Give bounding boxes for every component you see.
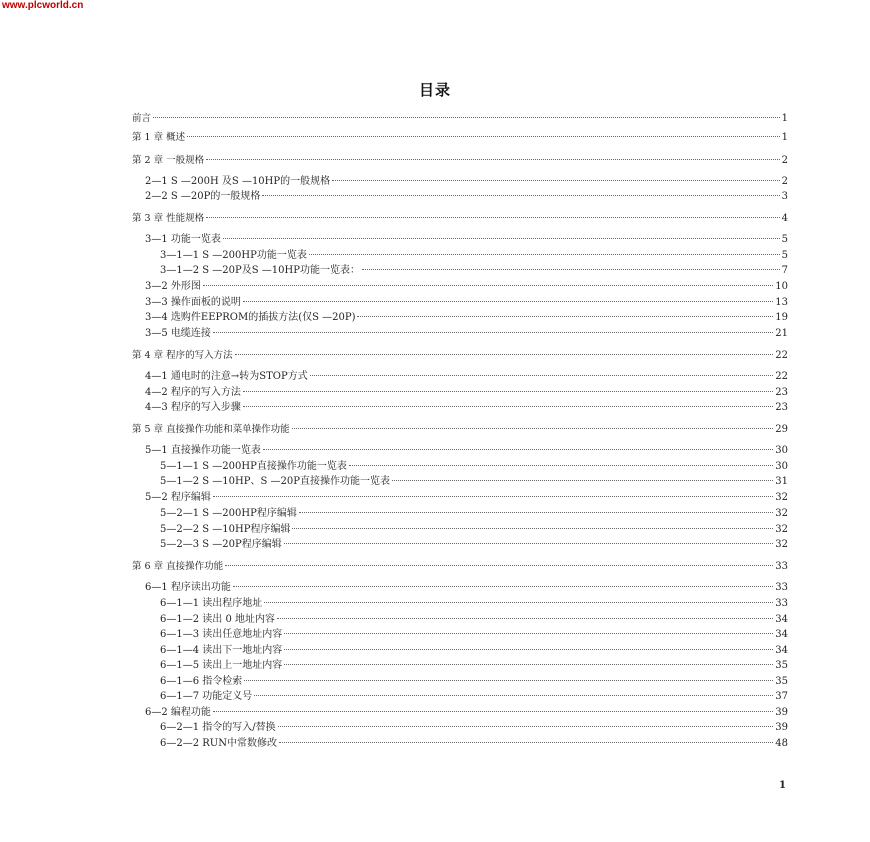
toc-entry-title: 3—1 功能一览表 [145,234,221,245]
toc-entry-page: 5 [781,250,788,261]
toc-entry [145,328,788,340]
toc-entry-title: 3—3 操作面板的说明 [145,297,241,308]
toc-entry-page: 22 [775,350,788,361]
toc-entry-page: 5 [781,234,788,245]
toc-entry [145,387,788,399]
toc-entry [145,312,788,324]
toc-entry [145,371,788,383]
toc-entry [160,476,788,488]
toc-entry [160,598,788,610]
toc-entry-title: 6—1—2 读出 0 地址内容 [160,614,275,625]
toc-entry-page: 32 [775,524,788,535]
toc-entry-page: 35 [775,660,788,671]
toc-entry-page: 10 [775,281,788,292]
toc-entry [160,645,788,657]
toc-entry-page: 33 [775,561,788,572]
toc-leader-dots [277,618,773,619]
toc-entry-page: 30 [775,461,788,472]
toc-entry-page: 22 [775,371,788,382]
toc-entry [160,738,788,750]
toc-entry [160,676,788,688]
toc-entry-page: 2 [781,155,788,166]
toc-leader-dots [278,726,774,727]
toc-entry-title: 3—1—1 S —200HP功能一览表 [160,250,307,261]
toc-entry-title: 3—4 选购件EEPROM的插拔方法(仅S —20P) [145,312,356,323]
toc-entry-page: 7 [781,265,788,276]
toc-leader-dots [362,269,780,270]
toc-entry-title: 第 4 章 程序的写入方法 [132,350,233,361]
toc-leader-dots [187,136,780,137]
toc-leader-dots [264,602,773,603]
toc-entry [160,539,788,551]
toc-entry [160,614,788,626]
toc-leader-dots [309,254,780,255]
toc-leader-dots [254,695,773,696]
toc-leader-dots [332,180,780,181]
toc-entry [145,445,788,457]
toc-entry-title: 5—2 程序编辑 [145,492,211,503]
toc-entry-title: 6—1—7 功能定义号 [160,691,253,702]
toc-entry-page: 23 [775,387,788,398]
toc-entry-title: 6—1—6 指令检索 [160,676,243,687]
toc-leader-dots [284,633,773,634]
toc-entry-page: 4 [781,213,788,224]
toc-entry-page: 1 [781,132,788,143]
toc-entry-page: 3 [781,191,788,202]
toc-entry [160,629,788,641]
toc-entry-page: 29 [775,424,788,435]
toc-entry-page: 37 [775,691,788,702]
toc-leader-dots [153,117,780,118]
toc-leader-dots [233,586,773,587]
toc-entry-page: 39 [775,707,788,718]
toc-leader-dots [206,217,780,218]
toc-entry-title: 3—2 外形图 [145,281,201,292]
toc-leader-dots [357,316,773,317]
toc-entry-page: 39 [775,722,788,733]
toc-entry-page: 30 [775,445,788,456]
toc-entry [160,722,788,734]
toc-entry-title: 第 3 章 性能规格 [132,213,205,224]
toc-entry [132,213,788,225]
toc-entry-title: 5—1 直接操作功能一览表 [145,445,261,456]
toc-entry-title: 2—2 S —20P的一般规格 [145,191,261,202]
toc-leader-dots [310,375,774,376]
toc-entry-page: 32 [775,539,788,550]
toc-leader-dots [284,664,773,665]
toc-entry [145,707,788,719]
toc-entry [132,155,788,167]
toc-entry-title: 4—3 程序的写入步骤 [145,402,241,413]
toc-entry-title: 第 6 章 直接操作功能 [132,561,224,572]
toc-leader-dots [262,195,779,196]
page-number: 1 [779,780,786,791]
toc-entry-title: 5—2—2 S —10HP程序编辑 [160,524,291,535]
toc-entry-title: 3—1—2 S —20P及S —10HP功能一览表： [160,265,360,276]
toc-entry [145,176,788,188]
toc-leader-dots [223,238,780,239]
toc-entry-page: 2 [781,176,788,187]
toc-leader-dots [243,301,773,302]
toc-entry-page: 1 [781,113,788,124]
toc-leader-dots [213,496,773,497]
toc-entry-title: 5—1—1 S —200HP直接操作功能一览表 [160,461,347,472]
toc-entry-title: 6—2—2 RUN中常数修改 [160,738,277,749]
toc-entry-title: 4—2 程序的写入方法 [145,387,241,398]
toc-entry [145,402,788,414]
toc-entry [145,582,788,594]
toc-leader-dots [243,406,773,407]
toc-leader-dots [292,428,774,429]
toc-entry [145,234,788,246]
toc-entry-page: 32 [775,492,788,503]
toc-entry-page: 33 [775,582,788,593]
toc-leader-dots [349,465,773,466]
toc-entry-page: 48 [775,738,788,749]
page-title: 目录 [418,81,451,99]
toc-entry [160,250,788,262]
toc-entry-page: 35 [775,676,788,687]
toc-leader-dots [284,649,773,650]
toc-leader-dots [244,680,773,681]
toc-entry-title: 6—1—3 读出任意地址内容 [160,629,283,640]
toc-leader-dots [243,391,773,392]
toc-entry-title: 前言 [132,113,152,124]
toc-entry-title: 6—1—5 读出上一地址内容 [160,660,283,671]
toc-entry-title: 第 1 章 概述 [132,132,186,143]
toc-entry-page: 34 [775,614,788,625]
toc-entry [145,191,788,203]
toc-entry-page: 34 [775,629,788,640]
toc-entry-title: 5—1—2 S —10HP、S —20P直接操作功能一览表 [160,476,390,487]
toc-entry [132,113,788,125]
toc-entry-title: 6—1 程序读出功能 [145,582,231,593]
toc-leader-dots [213,711,773,712]
toc-entry-title: 5—2—1 S —200HP程序编辑 [160,508,297,519]
toc-entry-title: 6—2 编程功能 [145,707,211,718]
toc-entry-title: 第 5 章 直接操作功能和菜单操作功能 [132,424,290,435]
toc-entry-page: 19 [775,312,788,323]
toc-leader-dots [213,332,773,333]
toc-entry-title: 6—1—1 读出程序地址 [160,598,263,609]
toc-leader-dots [392,480,773,481]
toc-entry-title: 4—1 通电时的注意→转为STOP方式 [145,371,308,382]
toc-entry [160,265,788,277]
toc-entry-title: 2—1 S —200H 及S —10HP的一般规格 [145,176,331,187]
toc-entry-page: 32 [775,508,788,519]
toc-entry [132,561,788,573]
toc-entry [132,350,788,362]
toc-entry-title: 6—2—1 指令的写入/替换 [160,722,276,733]
toc-leader-dots [263,449,773,450]
toc-entry [160,461,788,473]
toc-leader-dots [206,159,780,160]
toc-entry-page: 33 [775,598,788,609]
toc-leader-dots [284,543,774,544]
toc-entry [145,281,788,293]
toc-entry-page: 13 [775,297,788,308]
toc-entry [160,691,788,703]
toc-leader-dots [292,528,773,529]
toc-entry-page: 23 [775,402,788,413]
toc-leader-dots [279,742,773,743]
toc-leader-dots [299,512,773,513]
toc-entry [145,492,788,504]
toc-entry [145,297,788,309]
toc-entry-page: 31 [775,476,788,487]
toc-entry [160,660,788,672]
toc-leader-dots [225,565,773,566]
toc-entry-title: 3—5 电缆连接 [145,328,211,339]
toc-entry-page: 21 [775,328,788,339]
toc-entry [132,132,788,144]
toc-entry-title: 第 2 章 一般规格 [132,155,205,166]
toc-entry [132,424,788,436]
toc-entry [160,524,788,536]
toc-leader-dots [235,354,774,355]
toc-leader-dots [203,285,773,286]
toc-entry-page: 34 [775,645,788,656]
toc-entry-title: 5—2—3 S —20P程序编辑 [160,539,282,550]
toc-entry-title: 6—1—4 读出下一地址内容 [160,645,283,656]
watermark-url: www.plcworld.cn [2,0,84,11]
toc-entry [160,508,788,520]
